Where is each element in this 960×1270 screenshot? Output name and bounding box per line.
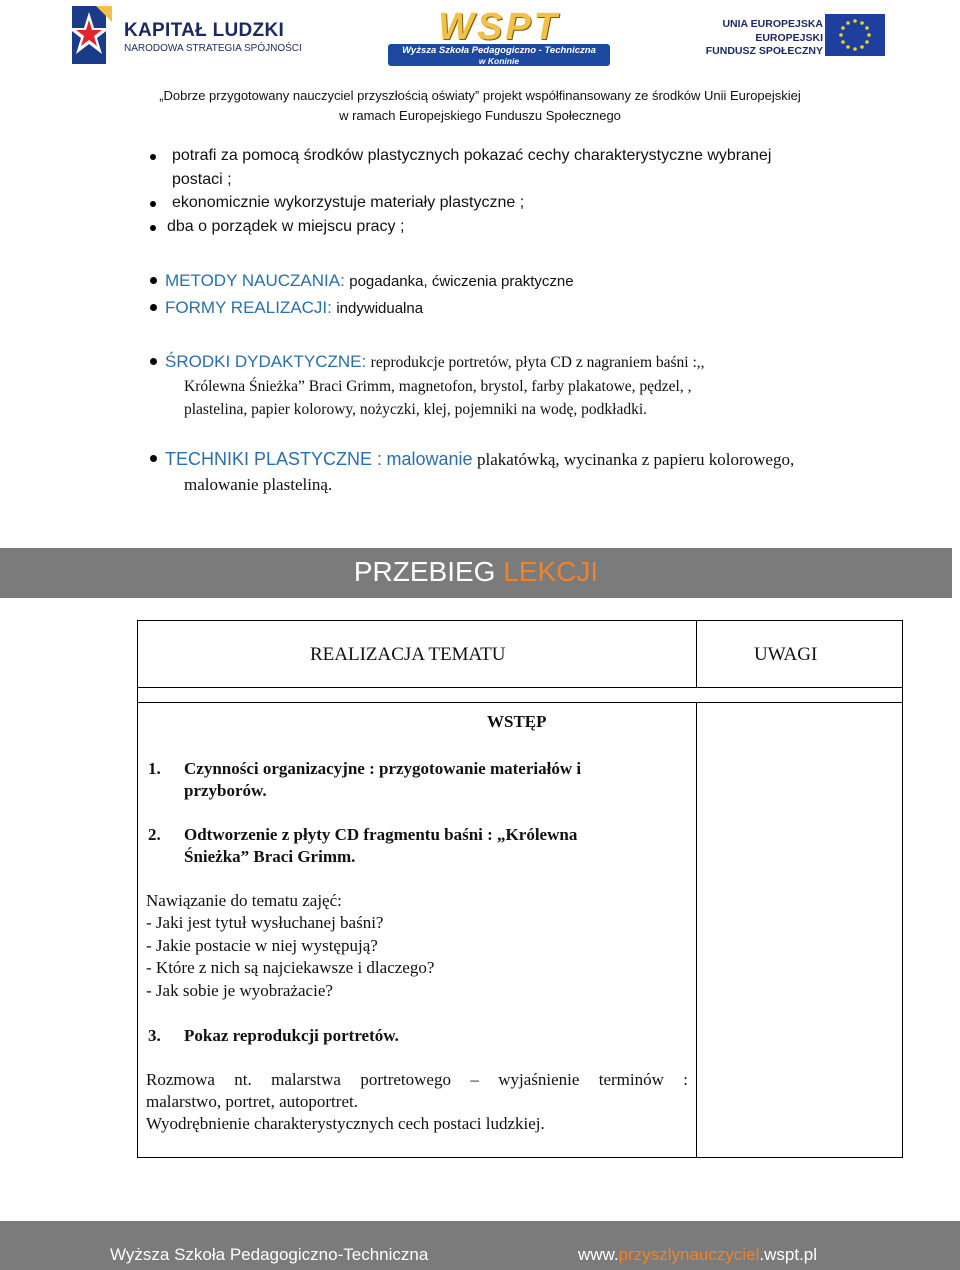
footer-website-suffix: .wspt.pl [759, 1245, 818, 1264]
techniques-row [165, 448, 794, 472]
ue-logo-line2: EUROPEJSKI [755, 32, 823, 44]
aids-line2: Królewna Śnieżka” Braci Grimm, magnetofon, brystol, farby plakatowe, pędzel, , [184, 378, 692, 395]
forms-value: indywidualna [336, 300, 424, 317]
table-header-realizacja: REALIZACJA TEMATU [310, 644, 506, 665]
item-2-number: 2. [148, 825, 161, 844]
aids-line3: plastelina, papier kolorowy, nożyczki, klej, pojemniki na wodę, podkładki. [184, 401, 648, 418]
table-gap [137, 688, 903, 702]
forms-row [165, 297, 423, 320]
kapital-ludzki-logo [66, 2, 306, 68]
ue-logo [705, 12, 885, 58]
table-subheading-wstep: WSTĘP [487, 712, 547, 731]
aids-label: ŚRODKI DYDAKTYCZNE: [165, 352, 367, 371]
talk-line3: Wyodrębnienie charakterystycznych cech postaci ludzkiej. [146, 1114, 545, 1133]
item-1-number: 1. [148, 759, 161, 778]
kapital-ludzki-star-icon [66, 2, 112, 66]
ue-logo-line1: UNIA EUROPEJSKA [722, 18, 823, 30]
page-header [0, 0, 960, 123]
topic-intro: Nawiązanie do tematu zajęć: [146, 891, 342, 910]
ue-logo-line3: FUNDUSZ SPOŁECZNY [705, 45, 823, 57]
wspt-logo-line1: Wyższa Szkoła Pedagogiczno - Techniczna [402, 45, 596, 56]
techniques-label-2: malowanie [386, 449, 473, 469]
table-divider [137, 702, 903, 703]
footer-website-accent: przyszlynauczyciel [618, 1245, 760, 1264]
footer-website [578, 1245, 817, 1265]
section-band [0, 548, 952, 598]
bullet-dot [150, 277, 157, 284]
project-funding-line2: w ramach Europejskiego Funduszu Społecznego [339, 108, 621, 123]
table-column-divider [696, 620, 697, 688]
section-title-part1: PRZEBIEG [353, 556, 496, 587]
techniques-line1: plakatówką, wycinanka z papieru kolorowego, [477, 450, 795, 469]
objective-3: dba o porządek w miejscu pracy ; [167, 218, 405, 235]
kapital-ludzki-subtitle: NARODOWA STRATEGIA SPÓJNOŚCI [124, 43, 302, 54]
aids-line1: reprodukcje portretów, płyta CD z nagraniem baśni :,, [370, 354, 705, 371]
section-title [0, 556, 952, 588]
eu-flag-icon [825, 14, 885, 56]
bullet-dot [150, 304, 157, 311]
item-1-line2: przyborów. [184, 781, 267, 800]
forms-label: FORMY REALIZACJI: [165, 298, 332, 317]
techniques-label: TECHNIKI PLASTYCZNE : [165, 449, 383, 469]
objective-2: ekonomicznie wykorzystuje materiały plastyczne ; [172, 194, 525, 211]
table-column-divider [696, 702, 697, 1158]
kapital-ludzki-title: KAPITAŁ LUDZKI [124, 20, 285, 41]
page-footer [0, 1221, 960, 1270]
project-funding-line1: „Dobrze przygotowany nauczyciel przyszłością oświaty” projekt współfinansowany ze środków Unii Europejskiej [159, 88, 801, 103]
bullet-dot [150, 358, 157, 365]
bullet-dot [150, 201, 156, 207]
bullet-dot [150, 154, 156, 160]
objective-1-line2: postaci ; [172, 171, 232, 188]
techniques-line2: malowanie plasteliną. [184, 475, 333, 494]
question-2: - Jakie postacie w niej występują? [146, 936, 378, 955]
table-header-uwagi: UWAGI [754, 644, 818, 665]
footer-school-name: Wyższa Szkoła Pedagogiczno-Techniczna [110, 1245, 429, 1264]
wspt-logo-line2: w Koninie [478, 56, 520, 66]
methods-label: METODY NAUCZANIA: [165, 271, 345, 290]
item-3-number: 3. [148, 1026, 161, 1045]
talk-line2: malarstwo, portret, autoportret. [146, 1092, 358, 1111]
bullet-dot [150, 455, 157, 462]
footer-website-prefix: www. [578, 1245, 619, 1264]
section-title-part2: LEKCJI [503, 556, 599, 587]
item-3-line1: Pokaz reprodukcji portretów. [184, 1026, 399, 1045]
methods-row [165, 270, 574, 293]
wspt-logo-word: WSPT [438, 6, 560, 48]
item-2-line1: Odtworzenie z płyty CD fragmentu baśni : „Królewna [184, 825, 578, 844]
question-4: - Jak sobie je wyobrażacie? [146, 981, 333, 1000]
question-1: - Jaki jest tytuł wysłuchanej baśni? [146, 913, 384, 932]
aids-row [165, 351, 705, 374]
wspt-logo [388, 6, 610, 66]
objective-1-line1: potrafi za pomocą środków plastycznych pokazać cechy charakterystyczne wybranej [172, 147, 772, 164]
project-funding-note [0, 86, 960, 126]
item-1-line1: Czynności organizacyjne : przygotowanie materiałów i [184, 759, 582, 778]
item-2-line2: Śnieżka” Braci Grimm. [184, 847, 356, 866]
question-3: - Które z nich są najciekawsze i dlaczego? [146, 958, 435, 977]
bullet-dot [150, 225, 156, 231]
talk-line1: Rozmowa nt. malarstwa portretowego – wyjaśnienie terminów : [146, 1070, 688, 1089]
methods-value: pogadanka, ćwiczenia praktyczne [349, 273, 574, 290]
